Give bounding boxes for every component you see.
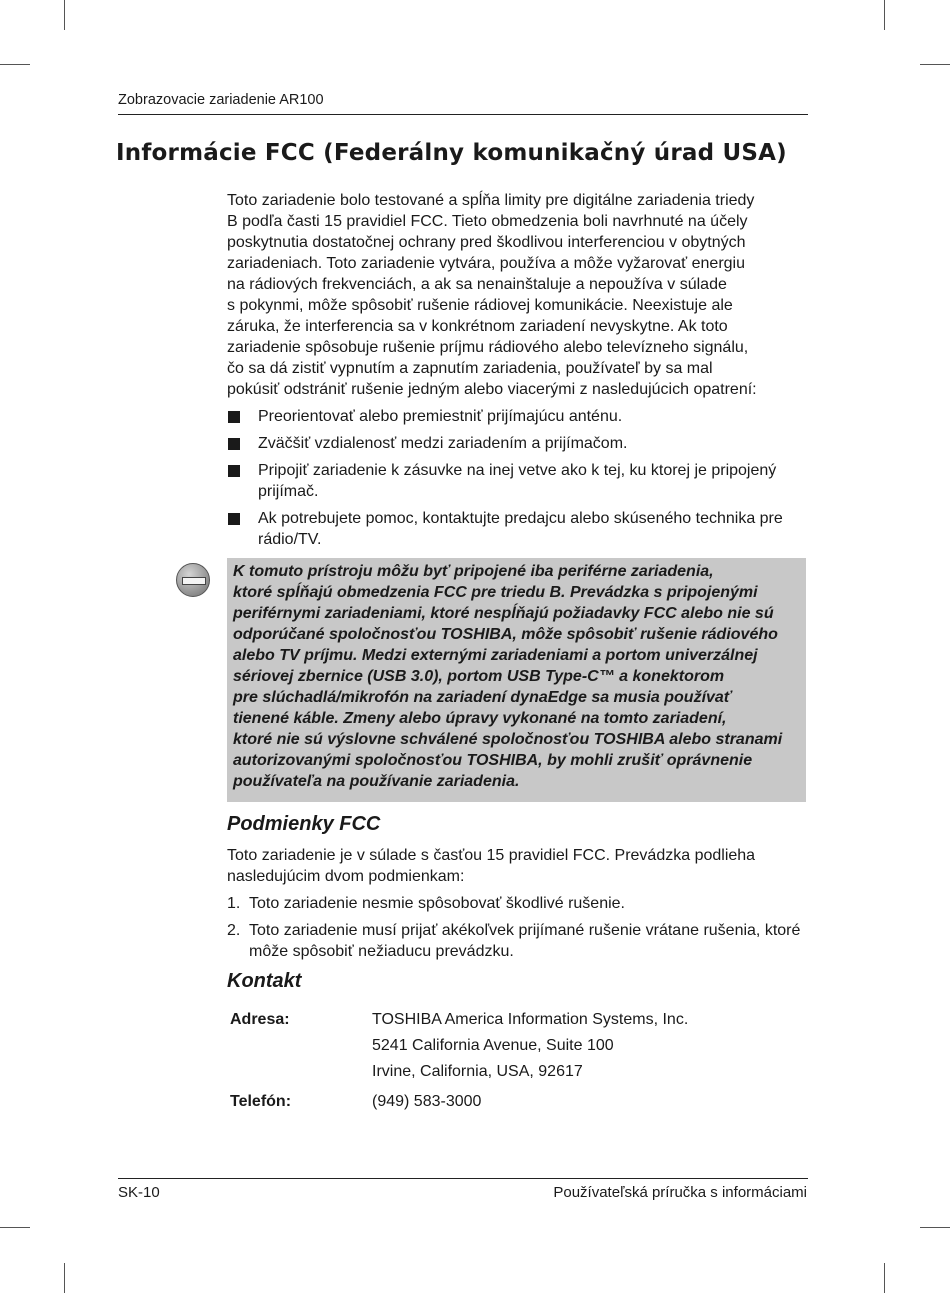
text-line: poskytnutia dostatočnej ochrany pred škodlivou interferenciou v obytných <box>227 234 746 251</box>
list-item <box>227 406 807 427</box>
address-line: 5241 California Avenue, Suite 100 <box>372 1037 614 1054</box>
text-line: B podľa časti 15 pravidiel FCC. Tieto obmedzenia boli navrhnuté na účely <box>227 213 748 230</box>
footer-document-title: Používateľská príručka s informáciami <box>553 1184 807 1201</box>
list-item <box>227 893 807 914</box>
footer-rule <box>118 1178 808 1179</box>
crop-mark <box>920 1227 950 1228</box>
list-item <box>227 460 807 502</box>
list-item <box>227 508 807 550</box>
fcc-note-box <box>227 558 806 802</box>
note-line: sériovej zbernice (USB 3.0), portom USB Type-C™ a konektorom <box>233 668 725 685</box>
list-item-text: Ak potrebujete pomoc, kontaktujte predajcu alebo skúseného technika pre rádio/TV. <box>258 510 783 548</box>
conditions-heading: Podmienky FCC <box>227 813 381 835</box>
note-line: K tomuto prístroju môžu byť pripojené iba periférne zariadenia, <box>233 563 714 580</box>
list-item-text: Toto zariadenie musí prijať akékoľvek prijímané rušenie vrátane rušenia, ktoré môže spôsobiť nežiaducu prevádzku. <box>249 922 801 960</box>
crop-mark <box>0 1227 30 1228</box>
address-label: Adresa: <box>230 1011 290 1028</box>
square-bullet-icon <box>228 465 240 477</box>
text-line: s pokynmi, môže spôsobiť rušenie rádiovej komunikácie. Neexistuje ale <box>227 297 733 314</box>
square-bullet-icon <box>228 438 240 450</box>
list-item-text: Preorientovať alebo premiestniť prijímajúcu anténu. <box>258 408 623 425</box>
note-line: odporúčané spoločnosťou TOSHIBA, môže spôsobiť rušenie rádiového <box>233 626 778 643</box>
list-item <box>227 433 807 454</box>
running-header: Zobrazovacie zariadenie AR100 <box>118 92 324 108</box>
square-bullet-icon <box>228 513 240 525</box>
address-line: Irvine, California, USA, 92617 <box>372 1063 583 1080</box>
text-line: Toto zariadenie bolo testované a spĺňa limity pre digitálne zariadenia triedy <box>227 192 755 209</box>
phone-number: (949) 583-3000 <box>372 1093 482 1110</box>
phone-label: Telefón: <box>230 1093 292 1110</box>
text-line: zariadeniach. Toto zariadenie vytvára, používa a môže vyžarovať energiu <box>227 255 745 272</box>
text-line: čo sa dá zistiť vypnutím a zapnutím zariadenia, používateľ by sa mal <box>227 360 713 377</box>
page-number: SK-10 <box>118 1184 160 1201</box>
note-line: pre slúchadlá/mikrofón na zariadení dynaEdge sa musia používať <box>233 689 732 706</box>
list-item <box>227 920 807 962</box>
text-line: zariadenie spôsobuje rušenie príjmu rádiového alebo televízneho signálu, <box>227 339 749 356</box>
contact-heading: Kontakt <box>227 970 302 992</box>
list-item-text: Zväčšiť vzdialenosť medzi zariadením a prijímačom. <box>258 435 628 452</box>
note-line: alebo TV príjmu. Medzi externými zariadeniami a portom univerzálnej <box>233 647 758 664</box>
crop-mark <box>920 64 950 65</box>
crop-mark <box>64 0 65 30</box>
conditions-list <box>227 893 807 962</box>
stop-icon <box>176 563 210 597</box>
intro-section <box>227 190 807 550</box>
conditions-intro: Toto zariadenie je v súlade s časťou 15 pravidiel FCC. Prevádzka podlieha nasledujúcim dvom podmienkam: <box>227 847 756 885</box>
text-line: pokúsiť odstrániť rušenie jedným alebo viacerými z nasledujúcich opatrení: <box>227 381 757 398</box>
intro-paragraph <box>227 190 807 400</box>
header-rule <box>118 114 808 115</box>
page-title: Informácie FCC (Federálny komunikačný úrad USA) <box>116 140 787 166</box>
note-line: periférnymi zariadeniami, ktoré nespĺňajú požiadavky FCC alebo nie sú <box>233 605 774 622</box>
list-item-text: Toto zariadenie nesmie spôsobovať škodlivé rušenie. <box>249 895 625 912</box>
crop-mark <box>884 1263 885 1293</box>
crop-mark <box>0 64 30 65</box>
note-line: ktoré nie sú výslovne schválené spoločnosťou TOSHIBA alebo stranami <box>233 731 783 748</box>
address-line: TOSHIBA America Information Systems, Inc. <box>372 1011 689 1028</box>
crop-mark <box>884 0 885 30</box>
list-number: 1. <box>227 895 241 912</box>
bullet-list <box>227 406 807 550</box>
text-line: na rádiových frekvenciách, a ak sa nenainštaluje a nepoužíva v súlade <box>227 276 727 293</box>
note-line: používateľa na používanie zariadenia. <box>233 773 520 790</box>
note-line: tienené káble. Zmeny alebo úpravy vykonané na tomto zariadení, <box>233 710 727 727</box>
conditions-section <box>227 845 807 962</box>
list-number: 2. <box>227 922 241 939</box>
note-line: autorizovanými spoločnosťou TOSHIBA, by mohli zrušiť oprávnenie <box>233 752 753 769</box>
square-bullet-icon <box>228 411 240 423</box>
note-line: ktoré spĺňajú obmedzenia FCC pre triedu B. Prevádzka s pripojenými <box>233 584 758 601</box>
list-item-text: Pripojiť zariadenie k zásuvke na inej vetve ako k tej, ku ktorej je pripojený prijímač. <box>258 462 777 500</box>
crop-mark <box>64 1263 65 1293</box>
text-line: záruka, že interferencia sa v konkrétnom zariadení nevyskytne. Ak toto <box>227 318 728 335</box>
